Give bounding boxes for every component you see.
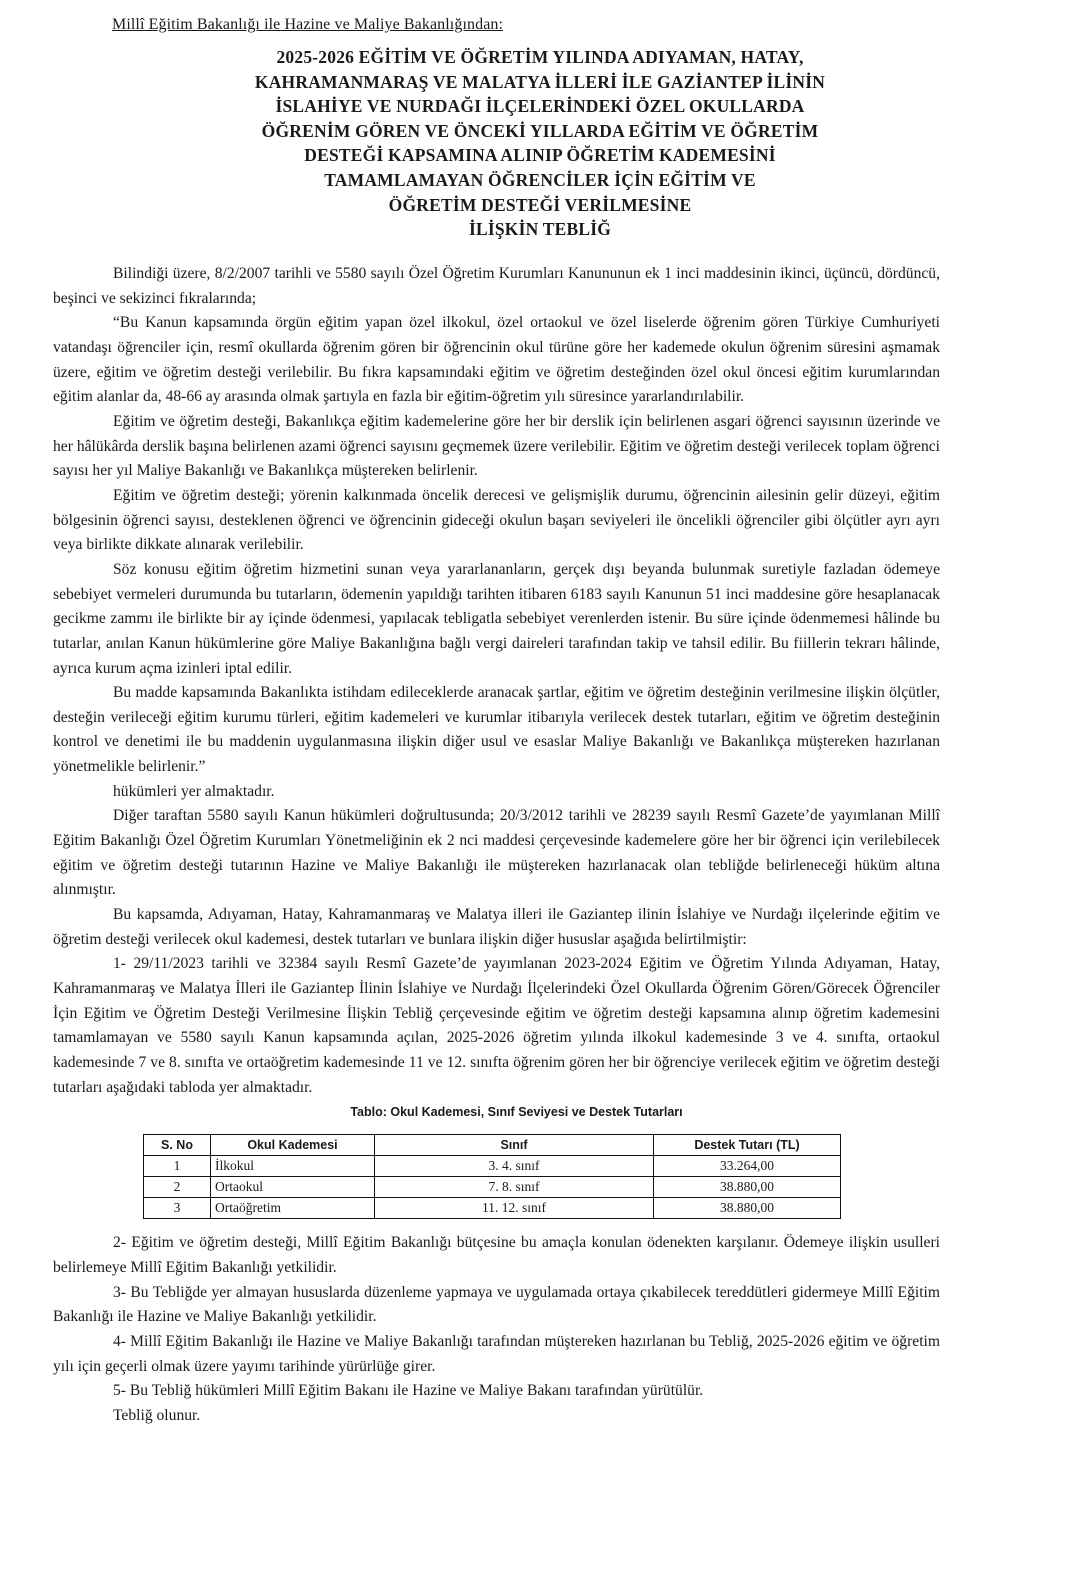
paragraph: 5- Bu Tebliğ hükümleri Millî Eğitim Bakanı ile Hazine ve Maliye Bakanı tarafından yürütülür.: [113, 1382, 704, 1400]
paragraph: 3- Bu Tebliğde yer almayan hususlarda düzenleme yapmaya ve uygulamada ortaya çıkabilecek tereddütleri gidermeye Millî Eğitim Bakanlığı ile Hazine ve Maliye Bakanlığı yetkilidir.: [53, 1283, 940, 1326]
paragraph: 4- Millî Eğitim Bakanlığı ile Hazine ve Maliye Bakanlığı tarafından müştereken hazırlanan bu Tebliğ, 2025-2026 eğitim ve öğretim yılı için geçerli olmak üzere yayımı tarihinde yürürlüğe girer.: [53, 1332, 940, 1375]
document-body: [53, 262, 940, 1429]
issuing-authority: Millî Eğitim Bakanlığı ile Hazine ve Maliye Bakanlığından:: [112, 16, 504, 33]
title-line: TAMAMLAMAYAN ÖĞRENCİLER İÇİN EĞİTİM VE: [324, 169, 756, 190]
table-cell: 33.264,00: [654, 1156, 841, 1177]
table-cell: İlkokul: [211, 1156, 375, 1177]
table-cell: 3. 4. sınıf: [375, 1156, 654, 1177]
title-line: DESTEĞİ KAPSAMINA ALINIP ÖĞRETİM KADEMESİNİ: [304, 145, 776, 166]
paragraph: Bilindiği üzere, 8/2/2007 tarihli ve 5580 sayılı Özel Öğretim Kurumları Kanununun ek 1 inci maddesinin ikinci, üçüncü, dördüncü, beşinci ve sekizinci fıkralarında;: [53, 265, 940, 307]
title-line: ÖĞRETİM DESTEĞİ VERİLMESİNE: [388, 194, 692, 215]
paragraph: hükümleri yer almaktadır.: [113, 782, 275, 800]
table-cell: Ortaöğretim: [211, 1198, 375, 1219]
paragraph: Söz konusu eğitim öğretim hizmetini sunan veya yararlananların, gerçek dışı beyanda bulunmak suretiyle fazladan ödemeye sebebiyet vermeleri durumunda bu tutarların, ödemenin yapıldığı tarihten itibaren 6183 sayılı Kanunun 51 inci maddesine göre hesaplanacak gecikme zammı ile birlikte bir ay içinde ödenmesi, yapılacak tebligatla sebebiyet verenlerden istenir. Bu süre içinde ödenmemesi hâlinde bu tutarlar, anılan Kanun hükümlerine göre Maliye Bakanlığına bağlı vergi daireleri tarafından takip ve tahsil edilir. Bu fiillerin tekrarı hâlinde, ayrıca kurum açma izinleri iptal edilir.: [53, 560, 940, 677]
title-line: İSLAHİYE VE NURDAĞI İLÇELERİNDEKİ ÖZEL OKULLARDA: [275, 96, 805, 117]
column-header: Destek Tutarı (TL): [654, 1135, 841, 1156]
paragraph: Eğitim ve öğretim desteği; yörenin kalkınmada öncelik derecesi ve gelişmişlik durumu, öğrencinin ailesinin gelir düzeyi, eğitim bölgesinin öğrenci sayısı, desteklenen öğrenci ve öğrencinin gideceği okulun başarı seviyeleri ile öncelikli öğrenciler gibi ölçütler ayrı ayrı veya birlikte dikkate alınarak verilebilir.: [53, 486, 940, 554]
closing-line: Tebliğ olunur.: [113, 1406, 201, 1424]
paragraph: 1- 29/11/2023 tarihli ve 32384 sayılı Resmî Gazete’de yayımlanan 2023-2024 Eğitim ve Öğretim Yılında Adıyaman, Hatay, Kahramanmaraş ve Malatya İlleri ile Gaziantep İlinin İslahiye ve Nurdağı İlçelerindeki Özel Okullarda Öğrenim Gören/Görecek Öğrenciler İçin Eğitim ve Öğretim Desteği Verilmesine İlişkin Tebliğ çerçevesinde eğitim ve öğretim desteği kapsamına alınıp öğretim kademesini tamamlamayan ve 5580 sayılı Kanun kapsamında açılan, 2025-2026 öğretim yılında ilkokul kademesinde 3 ve 4. sınıfta, ortaokul kademesinde 7 ve 8. sınıfta ve ortaöğretim kademesinde 11 ve 12. sınıfta öğrenim gören her bir öğrenciye verilecek eğitim ve öğretim desteği tutarları aşağıdaki tabloda yer almaktadır.: [53, 955, 940, 1096]
table-header-row: [144, 1135, 841, 1156]
table-cell: 38.880,00: [654, 1198, 841, 1219]
table-cell: 1: [144, 1156, 211, 1177]
table-cell: Ortaokul: [211, 1177, 375, 1198]
paragraph: Bu madde kapsamında Bakanlıkta istihdam edileceklerde aranacak şartlar, eğitim ve öğretim desteğinin verilmesine ilişkin ölçütler, desteğin verileceği eğitim kurumu türleri, eğitim kademeleri ve kurumlar itibarıyla verilecek destek tutarları, eğitim ve öğretim desteğinin kontrol ve denetimi ile bu maddenin uygulanmasına ilişkin diğer usul ve esaslar Maliye Bakanlığı ve Bakanlıkça müştereken hazırlanan yönetmelikle belirlenir.”: [53, 684, 940, 776]
paragraph: Diğer taraftan 5580 sayılı Kanun hükümleri doğrultusunda; 20/3/2012 tarihli ve 28239 sayılı Resmî Gazete’de yayımlanan Millî Eğitim Bakanlığı Özel Öğretim Kurumları Yönetmeliğinin ek 2 nci maddesi çerçevesinde kademelere göre her bir öğrenci için verilebilecek eğitim ve öğretim desteği tutarının Hazine ve Maliye Bakanlığı ile müştereken hazırlanacak olan tebliğde belirleneceği hüküm altına alınmıştır.: [53, 807, 940, 899]
title-line: KAHRAMANMARAŞ VE MALATYA İLLERİ İLE GAZİANTEP İLİNİN: [254, 71, 826, 92]
table-row: [144, 1156, 841, 1177]
table-cell: 7. 8. sınıf: [375, 1177, 654, 1198]
paragraph: Eğitim ve öğretim desteği, Bakanlıkça eğitim kademelerine göre her bir derslik için belirlenen asgari öğrenci sayısının üzerinde ve her hâlükârda derslik başına belirlenen azami öğrenci sayısını geçmemek üzere verilebilir. Eğitim ve öğretim desteği verilecek toplam öğrenci sayısı her yıl Maliye Bakanlığı ve Bakanlıkça müştereken belirlenir.: [53, 412, 940, 480]
table-cell: 11. 12. sınıf: [375, 1198, 654, 1219]
table-cell: 2: [144, 1177, 211, 1198]
table-caption: Tablo: Okul Kademesi, Sınıf Seviyesi ve Destek Tutarları: [350, 1105, 683, 1120]
paragraph: 2- Eğitim ve öğretim desteği, Millî Eğitim Bakanlığı bütçesine bu amaçla konulan ödenekten karşılanır. Ödemeye ilişkin usulleri belirlemeye Millî Eğitim Bakanlığı yetkilidir.: [53, 1234, 940, 1276]
title-line: İLİŞKİN TEBLİĞ: [468, 219, 612, 240]
column-header: Okul Kademesi: [211, 1135, 375, 1156]
paragraph: Bu kapsamda, Adıyaman, Hatay, Kahramanmaraş ve Malatya illeri ile Gaziantep ilinin İslahiye ve Nurdağı ilçelerinde eğitim ve öğretim desteği verilecek okul kademesi, destek tutarları ve bunlara ilişkin diğer hususlar aşağıda belirtilmiştir:: [53, 906, 940, 948]
title-line: ÖĞRENİM GÖREN VE ÖNCEKİ YILLARDA EĞİTİM VE ÖĞRETİM: [261, 120, 819, 141]
title-line: 2025-2026 EĞİTİM VE ÖĞRETİM YILINDA ADIYAMAN, HATAY,: [276, 47, 804, 67]
table-cell: 38.880,00: [654, 1177, 841, 1198]
document-title: [150, 45, 930, 242]
table-row: [144, 1198, 841, 1219]
support-amounts-table: [143, 1134, 841, 1219]
column-header: S. No: [144, 1135, 211, 1156]
table-cell: 3: [144, 1198, 211, 1219]
column-header: Sınıf: [375, 1135, 654, 1156]
table-row: [144, 1177, 841, 1198]
paragraph: “Bu Kanun kapsamında örgün eğitim yapan özel ilkokul, özel ortaokul ve özel liselerde öğrenim gören Türkiye Cumhuriyeti vatandaşı öğrenciler için, resmî okullarda öğrenim gören bir öğrencinin okul türüne göre her kademede okulun öğrenim süresini aşmamak üzere, eğitim ve öğretim desteği verilebilir. Bu fıkra kapsamındaki eğitim ve öğretim desteğinden özel okul öncesi eğitim kurumlarından eğitim alanlar da, 48-66 ay arasında olmak şartıyla en fazla bir eğitim-öğretim yılı süresince yararlandırılabilir.: [53, 314, 940, 406]
